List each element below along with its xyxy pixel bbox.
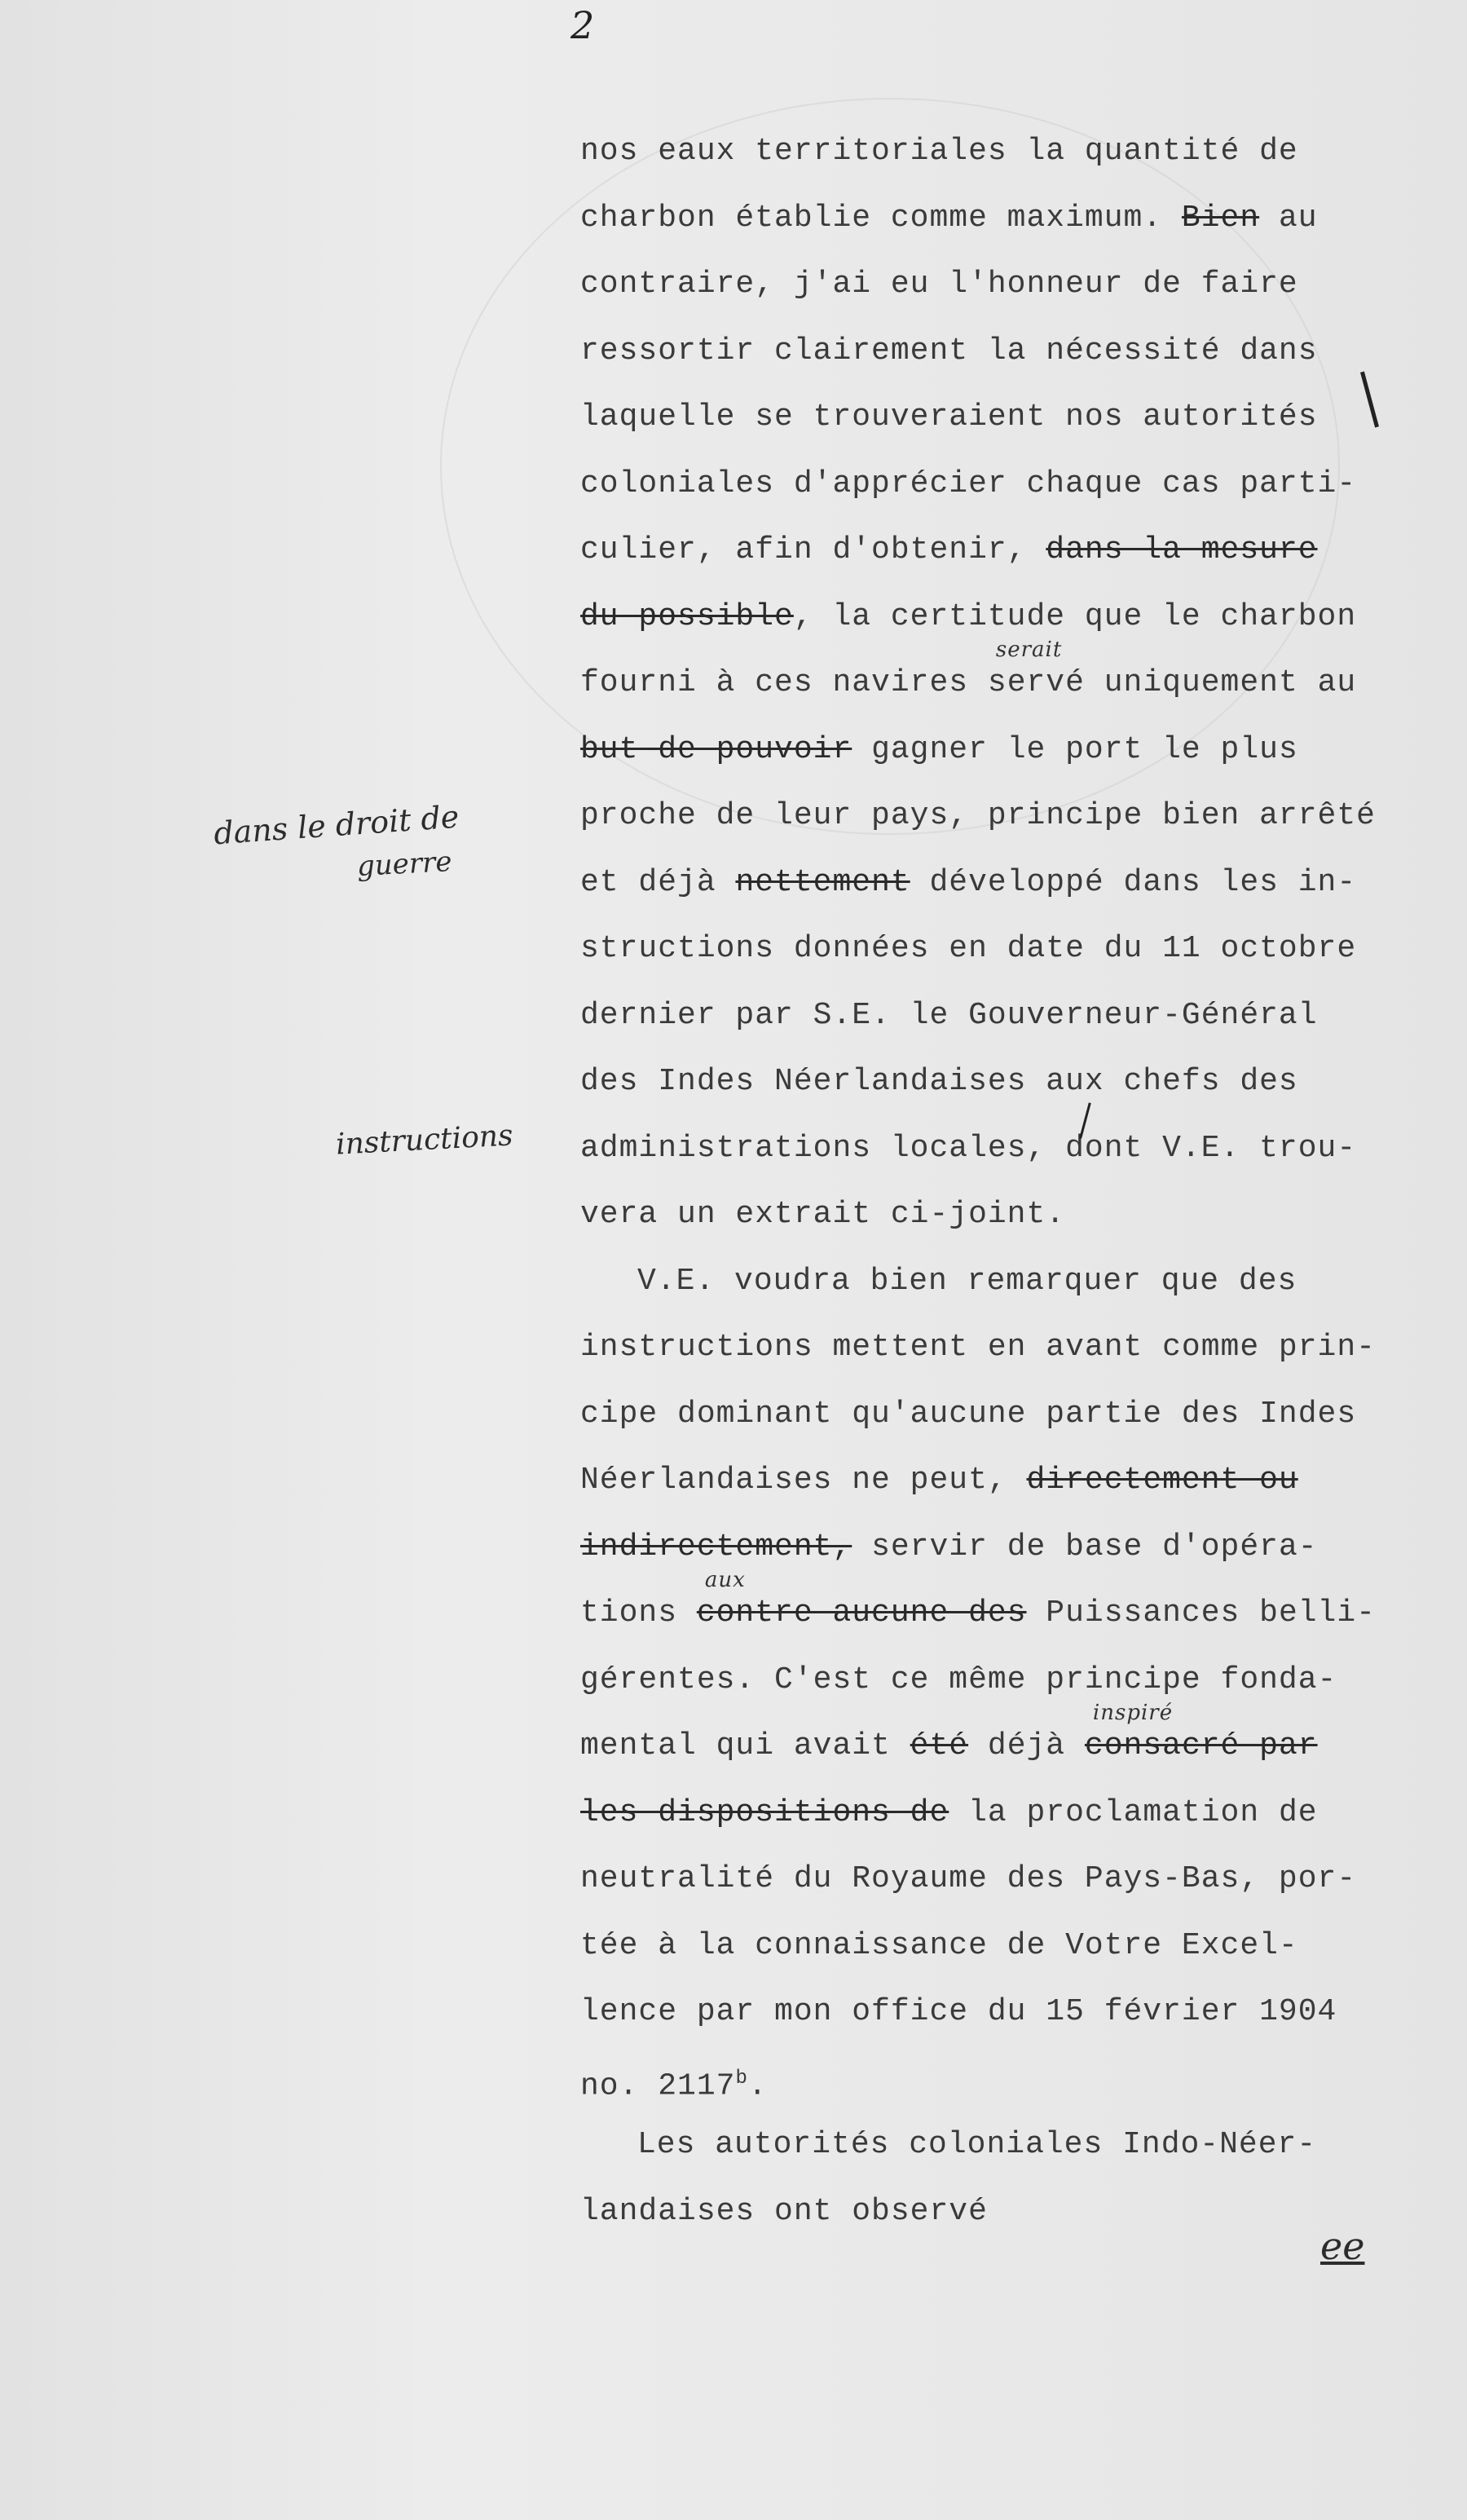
margin-note-guerre: guerre (356, 845, 453, 884)
text-segment: tions (580, 1595, 697, 1631)
text-segment: et déjà (580, 864, 736, 900)
handwritten-initials: ee (1320, 2224, 1365, 2268)
text-line (580, 1115, 1436, 1182)
text-line (580, 1447, 1436, 1514)
text-line (580, 1248, 1436, 1315)
inserted-correction (987, 638, 1085, 717)
page-number: 2 (570, 3, 595, 47)
text-segment: . (747, 2068, 768, 2104)
text-line (580, 2112, 1436, 2178)
text-segment: structions données en date du 11 octobre (580, 931, 1357, 966)
struck-text: nettement (735, 864, 910, 900)
text-segment: V.E. voudra bien remarquer que des (637, 1263, 1297, 1299)
text-segment: fourni à ces navires (580, 665, 988, 700)
text-segment: landaises ont observé (580, 2193, 988, 2229)
text-segment: administrations locales, dont V.E. trou- (580, 1130, 1357, 1166)
text-line (580, 251, 1436, 318)
text-line (580, 1846, 1436, 1913)
text-segment: au (1259, 200, 1318, 236)
text-segment: Néerlandaises ne peut, (580, 1463, 1027, 1498)
text-line (580, 1381, 1436, 1448)
inserted-correction (1084, 1701, 1318, 1780)
handwritten-insert: serait (995, 638, 1063, 662)
struck-text: du possible (580, 598, 794, 634)
text-segment: Puissances belli- (1026, 1595, 1376, 1631)
text-line (580, 916, 1436, 982)
text-segment: uniquement au (1084, 665, 1357, 700)
text-line (580, 717, 1436, 783)
text-line (580, 850, 1436, 916)
text-segment: lence par mon office du 15 février 1904 (580, 1994, 1337, 2029)
text-segment: charbon établie comme maximum. (580, 200, 1182, 236)
text-line (580, 1181, 1436, 1248)
text-line (580, 1780, 1436, 1847)
text-segment: cipe dominant qu'aucune partie des Indes (580, 1396, 1357, 1432)
text-segment: no. 2117 (580, 2068, 736, 2104)
text-line (580, 1979, 1436, 2046)
text-segment: des Indes Néerlandaises aux chefs des (580, 1064, 1298, 1099)
text-line (580, 1701, 1436, 1780)
text-segment: nos eaux territoriales la quantité de (580, 134, 1298, 169)
text-line (580, 517, 1436, 584)
handwritten-insert: aux (704, 1568, 746, 1592)
text-segment: , la certitude que le charbon (793, 598, 1357, 634)
text-line (580, 185, 1436, 252)
text-segment: contraire, j'ai eu l'honneur de faire (580, 267, 1298, 302)
text-line (580, 451, 1436, 518)
text-line (580, 1568, 1436, 1647)
text-line (580, 318, 1436, 385)
inserted-correction (696, 1568, 1027, 1647)
text-line (580, 982, 1436, 1049)
text-line (580, 2178, 1436, 2245)
text-segment: mental qui avait (580, 1728, 910, 1763)
text-line (580, 638, 1436, 717)
text-segment: la proclamation de (949, 1794, 1318, 1830)
typed-body-text (580, 118, 1436, 2244)
struck-text: consacré par (1084, 1728, 1318, 1763)
text-segment: neutralité du Royaume des Pays-Bas, por- (580, 1861, 1357, 1896)
text-line (580, 118, 1436, 185)
text-line (580, 2046, 1436, 2112)
text-segment: Les autorités coloniales Indo-Néer- (637, 2127, 1317, 2162)
struck-text: contre aucune des (696, 1595, 1027, 1631)
text-segment: dernier par S.E. le Gouverneur-Général (580, 997, 1318, 1033)
struck-text: été (910, 1728, 969, 1763)
text-segment: culier, afin d'obtenir, (580, 532, 1046, 567)
text-line (580, 1048, 1436, 1115)
text-segment: laquelle se trouveraient nos autorités (580, 399, 1318, 435)
text-line (580, 1913, 1436, 1979)
text-line (580, 783, 1436, 850)
text-segment: gagner le port le plus (852, 731, 1298, 767)
text-segment: coloniales d'apprécier chaque cas parti- (580, 466, 1357, 501)
corrected-text: servé (987, 665, 1085, 700)
struck-text: dans la mesure (1046, 532, 1318, 567)
text-segment: tée à la connaissance de Votre Excel- (580, 1927, 1298, 1963)
text-line (580, 384, 1436, 451)
text-segment: proche de leur pays, principe bien arrêté (580, 798, 1376, 833)
text-segment: vera un extrait ci-joint. (580, 1197, 1066, 1232)
struck-text: directement ou (1026, 1463, 1298, 1498)
text-segment: gérentes. C'est ce même principe fonda- (580, 1662, 1337, 1697)
text-segment: instructions mettent en avant comme prin- (580, 1330, 1376, 1365)
superscript: b (735, 2067, 748, 2090)
struck-text: indirectement, (580, 1529, 852, 1565)
text-line (580, 1314, 1436, 1381)
struck-text: but de pouvoir (580, 731, 852, 767)
margin-note-instructions: instructions (335, 1119, 514, 1162)
handwritten-insert: inspiré (1092, 1701, 1174, 1725)
text-segment: déjà (968, 1728, 1085, 1763)
struck-text: Bien (1181, 200, 1260, 236)
struck-text: les dispositions de (580, 1794, 949, 1830)
text-segment: ressortir clairement la nécessité dans (580, 333, 1318, 369)
text-segment: servir de base d'opéra- (852, 1529, 1318, 1565)
text-segment: développé dans les in- (910, 864, 1357, 900)
text-line (580, 1647, 1436, 1714)
margin-note-droit: dans le droit de (212, 798, 460, 852)
